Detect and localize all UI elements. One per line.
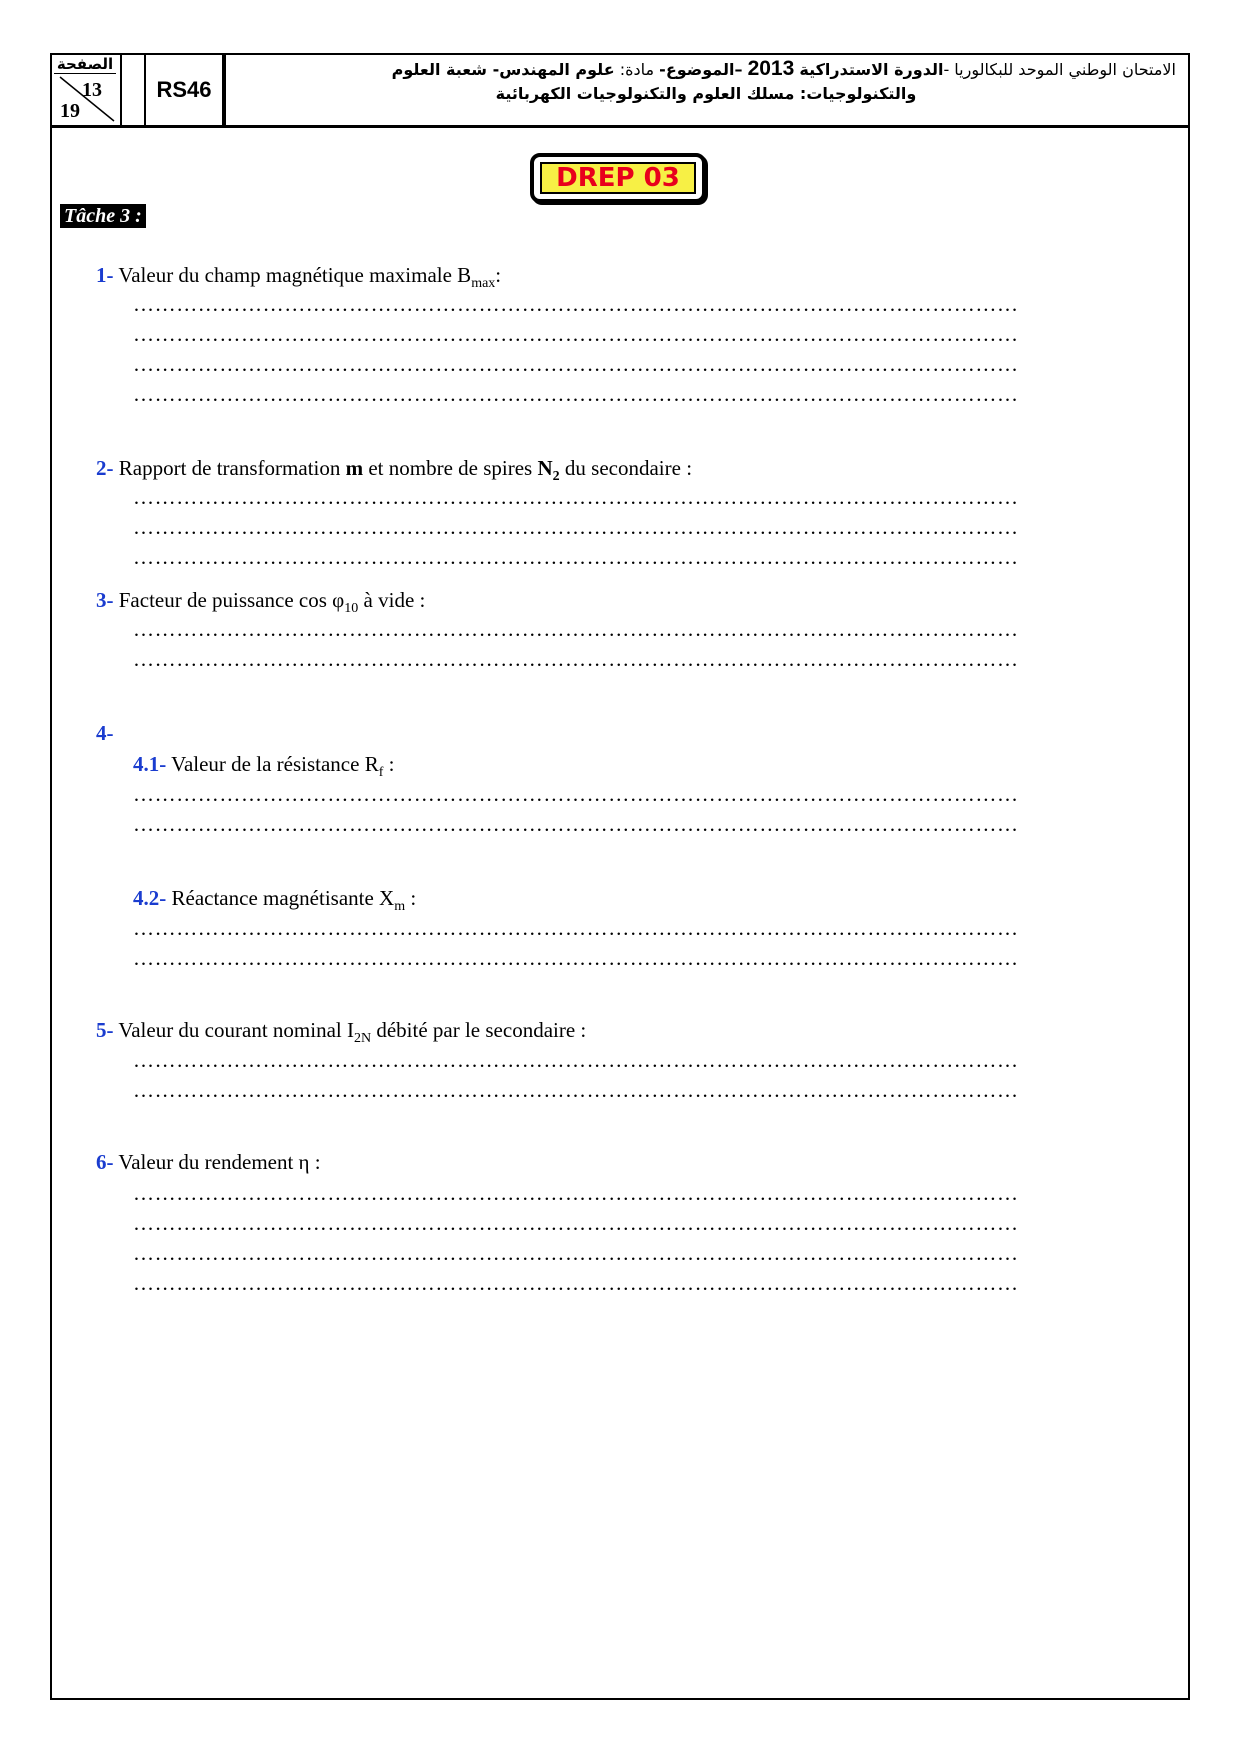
question-subscript: m xyxy=(394,899,406,915)
page-number: 13 xyxy=(82,79,102,101)
question-number: 4- xyxy=(96,721,114,745)
answer-line[interactable]: …………………………………………………………………………………………………………… xyxy=(133,1241,1019,1265)
question-text: Rapport de transformation xyxy=(118,456,346,480)
question-subscript: max xyxy=(471,276,496,292)
page-total: 19 xyxy=(60,100,80,122)
question-bold-n: N xyxy=(537,456,553,480)
question-text: Valeur du rendement η : xyxy=(118,1150,321,1174)
exam-track: والتكنولوجيات: مسلك العلوم والتكنولوجيات الكهربائية xyxy=(495,84,917,103)
question-number: 1- xyxy=(96,263,114,287)
answer-line[interactable]: …………………………………………………………………………………………………………… xyxy=(133,617,1019,641)
question-number: 2- xyxy=(96,456,114,480)
exam-matter: علوم المهندس- شعبة العلوم xyxy=(391,60,615,79)
question-number: 5- xyxy=(96,1018,114,1042)
question-tail: débité par le secondaire : xyxy=(371,1018,587,1042)
answer-line[interactable]: …………………………………………………………………………………………………………… xyxy=(133,1271,1019,1295)
exam-title xyxy=(236,57,1176,106)
exam-header xyxy=(52,55,1188,128)
question-number: 6- xyxy=(96,1150,114,1174)
answer-line[interactable]: …………………………………………………………………………………………………………… xyxy=(133,352,1019,376)
page-label: الصفحة xyxy=(54,55,116,74)
question-subscript: 2N xyxy=(353,1031,372,1047)
task-title: Tâche 3 : xyxy=(60,204,146,228)
question-text: Valeur du courant nominal I xyxy=(118,1018,354,1042)
answer-line[interactable]: …………………………………………………………………………………………………………… xyxy=(133,647,1019,671)
question-text: Réactance magnétisante X xyxy=(166,886,395,910)
answer-line[interactable]: …………………………………………………………………………………………………………… xyxy=(133,1181,1019,1205)
question-subscript: f xyxy=(378,765,384,781)
answer-line[interactable]: …………………………………………………………………………………………………………… xyxy=(133,292,1019,316)
page-number-box xyxy=(52,55,122,125)
exam-title-part1: الامتحان الوطني الموحد للبكالوريا - xyxy=(943,60,1176,79)
answer-line[interactable]: …………………………………………………………………………………………………………… xyxy=(133,1048,1019,1072)
question-number: 3- xyxy=(96,588,114,612)
question-subscript: 2 xyxy=(552,469,560,485)
answer-line[interactable]: …………………………………………………………………………………………………………… xyxy=(133,515,1019,539)
exam-session: الدورة الاستدراكية xyxy=(799,60,944,79)
exam-subject-label: –الموضوع- xyxy=(659,60,743,79)
question-tail: : xyxy=(495,263,502,287)
question-text-b: et nombre de spires xyxy=(363,456,538,480)
question-tail: : xyxy=(405,886,417,910)
question-tail: du secondaire : xyxy=(559,456,693,480)
document-badge xyxy=(530,153,706,203)
answer-line[interactable]: …………………………………………………………………………………………………………… xyxy=(133,545,1019,569)
question-number: 4.2- xyxy=(133,886,167,910)
subject-code: RS46 xyxy=(144,55,226,125)
answer-line[interactable]: …………………………………………………………………………………………………………… xyxy=(133,782,1019,806)
question-tail: : xyxy=(383,752,395,776)
question-text: Valeur du champ magnétique maximale B xyxy=(118,263,472,287)
question-number: 4.1- xyxy=(133,752,167,776)
answer-line[interactable]: …………………………………………………………………………………………………………… xyxy=(133,812,1019,836)
exam-year: 2013 xyxy=(747,57,795,80)
badge-label: DREP 03 xyxy=(540,162,696,194)
question-subscript: 10 xyxy=(344,601,359,617)
answer-line[interactable]: …………………………………………………………………………………………………………… xyxy=(133,485,1019,509)
question-text: Facteur de puissance cos φ xyxy=(118,588,345,612)
question-tail: à vide : xyxy=(358,588,426,612)
exam-matter-label: مادة: xyxy=(619,60,655,79)
answer-line[interactable]: …………………………………………………………………………………………………………… xyxy=(133,1078,1019,1102)
question-4 xyxy=(96,720,114,746)
question-bold-m: m xyxy=(345,456,364,480)
answer-line[interactable]: …………………………………………………………………………………………………………… xyxy=(133,322,1019,346)
question-text: Valeur de la résistance R xyxy=(166,752,379,776)
answer-line[interactable]: …………………………………………………………………………………………………………… xyxy=(133,946,1019,970)
answer-line[interactable]: …………………………………………………………………………………………………………… xyxy=(133,1211,1019,1235)
answer-line[interactable]: …………………………………………………………………………………………………………… xyxy=(133,916,1019,940)
answer-line[interactable]: …………………………………………………………………………………………………………… xyxy=(133,382,1019,406)
question-6 xyxy=(96,1149,321,1175)
